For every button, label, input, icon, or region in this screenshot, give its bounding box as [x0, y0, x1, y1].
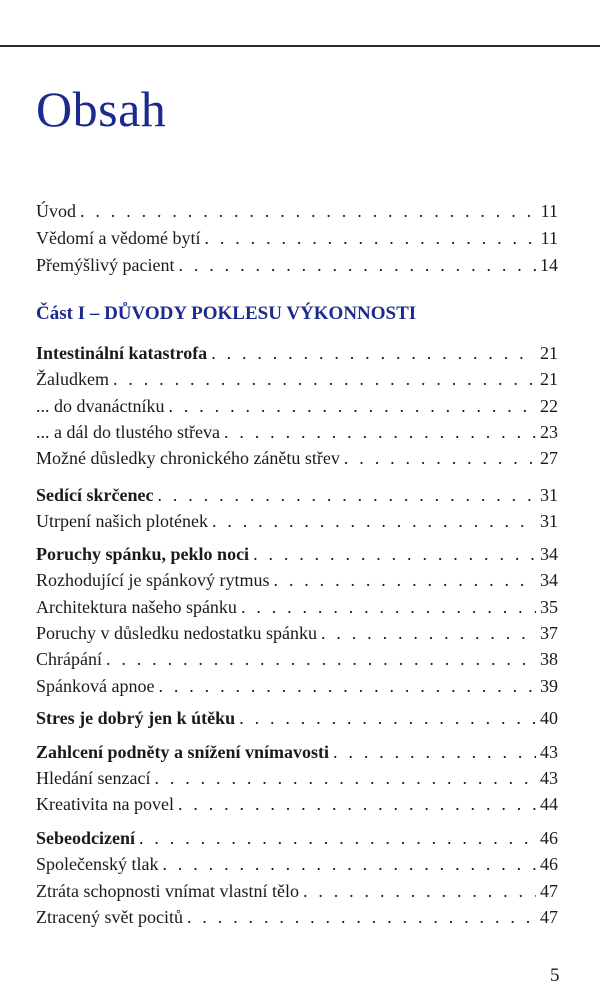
toc-entry-title: Žaludkem	[36, 369, 109, 389]
toc-entry-title: Vědomí a vědomé bytí	[36, 228, 201, 248]
toc-section-2[interactable]	[36, 482, 558, 508]
dot-leader	[241, 594, 536, 620]
toc-entry-page: 47	[540, 881, 558, 901]
toc-entry[interactable]	[36, 673, 558, 699]
dot-leader	[157, 482, 536, 508]
toc-entry-intro-1[interactable]	[36, 198, 558, 224]
toc-entry-title: Architektura našeho spánku	[36, 597, 237, 617]
toc-entry[interactable]	[36, 508, 558, 534]
toc-entry-title: Kreativita na povel	[36, 794, 174, 814]
dot-leader	[106, 646, 536, 672]
toc-entry-title: Možné důsledky chronického zánětu střev	[36, 448, 340, 468]
toc-section-1[interactable]	[36, 340, 558, 366]
toc-entry-intro-2[interactable]	[36, 225, 558, 251]
part-heading: Část I – DŮVODY POKLESU VÝKONNOSTI	[36, 303, 417, 324]
toc-section-3[interactable]	[36, 541, 558, 567]
toc-entry-page: 37	[540, 623, 558, 643]
dot-leader	[158, 673, 536, 699]
toc-entry[interactable]	[36, 878, 558, 904]
toc-entry-title: Poruchy v důsledku nedostatku spánku	[36, 623, 317, 643]
dot-leader	[187, 904, 536, 930]
toc-entry-page: 14	[540, 255, 558, 275]
dot-leader	[239, 705, 536, 731]
toc-entry-page: 34	[540, 544, 558, 564]
toc-entry-page: 40	[540, 708, 558, 728]
toc-entry-title: Společenský tlak	[36, 854, 159, 874]
dot-leader	[344, 445, 536, 471]
toc-entry-page: 43	[540, 742, 558, 762]
toc-entry-page: 47	[540, 907, 558, 927]
toc-section-6[interactable]	[36, 825, 558, 851]
toc-entry[interactable]	[36, 904, 558, 930]
toc-entry[interactable]	[36, 620, 558, 646]
toc-entry-title: Chrápání	[36, 649, 102, 669]
toc-entry-title: Rozhodující je spánkový rytmus	[36, 570, 270, 590]
dot-leader	[178, 252, 536, 278]
toc-section-title: Sebeodcizení	[36, 828, 135, 848]
toc-entry-page: 31	[540, 511, 558, 531]
toc-entry-title: Úvod	[36, 201, 76, 221]
toc-entry-page: 46	[540, 828, 558, 848]
toc-entry-page: 31	[540, 485, 558, 505]
page-title: Obsah	[36, 81, 167, 137]
toc-entry[interactable]	[36, 567, 558, 593]
toc-entry[interactable]	[36, 791, 558, 817]
toc-entry-page: 11	[540, 201, 558, 221]
toc-entry-page: 34	[540, 570, 558, 590]
dot-leader	[162, 851, 536, 877]
dot-leader	[224, 419, 536, 445]
toc-entry-page: 11	[540, 228, 558, 248]
toc-entry-title: Hledání senzací	[36, 768, 151, 788]
toc-entry[interactable]	[36, 419, 558, 445]
toc-section-5[interactable]	[36, 739, 558, 765]
toc-entry[interactable]	[36, 765, 558, 791]
toc-entry-title: ... do dvanáctníku	[36, 396, 165, 416]
toc-entry[interactable]	[36, 646, 558, 672]
toc-section-title: Poruchy spánku, peklo noci	[36, 544, 250, 564]
toc-entry-title: Utrpení našich plotének	[36, 511, 208, 531]
toc-entry-page: 39	[540, 676, 558, 696]
toc-entry-page: 21	[540, 343, 558, 363]
dot-leader	[303, 878, 536, 904]
toc-entry-title: Ztráta schopnosti vnímat vlastní tělo	[36, 881, 299, 901]
dot-leader	[204, 225, 536, 251]
dot-leader	[321, 620, 536, 646]
toc-entry-page: 35	[540, 597, 558, 617]
dot-leader	[80, 198, 537, 224]
dot-leader	[139, 825, 536, 851]
toc-entry[interactable]	[36, 393, 558, 419]
toc-entry-page: 22	[540, 396, 558, 416]
dot-leader	[113, 366, 536, 392]
toc-entry-title: Přemýšlivý pacient	[36, 255, 175, 275]
toc-entry[interactable]	[36, 594, 558, 620]
toc-section-4[interactable]	[36, 705, 558, 731]
top-rule	[0, 45, 600, 47]
toc-section-title: Zahlcení podněty a snížení vnímavosti	[36, 742, 330, 762]
toc-section-title: Sedící skrčenec	[36, 485, 154, 505]
toc-entry-page: 46	[540, 854, 558, 874]
dot-leader	[211, 340, 536, 366]
dot-leader	[333, 739, 536, 765]
toc-entry-page: 23	[540, 422, 558, 442]
toc-entry-title: Ztracený svět pocitů	[36, 907, 183, 927]
dot-leader	[154, 765, 536, 791]
toc-entry-page: 21	[540, 369, 558, 389]
toc-entry-page: 44	[540, 794, 558, 814]
toc-section-title: Stres je dobrý jen k útěku	[36, 708, 236, 728]
toc-section-title: Intestinální katastrofa	[36, 343, 208, 363]
dot-leader	[273, 567, 536, 593]
toc-entry-page: 43	[540, 768, 558, 788]
dot-leader	[168, 393, 536, 419]
toc-entry[interactable]	[36, 445, 558, 471]
toc-entry-intro-3[interactable]	[36, 252, 558, 278]
toc-entry-page: 38	[540, 649, 558, 669]
page-number: 5	[550, 965, 560, 986]
toc-entry[interactable]	[36, 366, 558, 392]
toc-entry-title: ... a dál do tlustého střeva	[36, 422, 220, 442]
dot-leader	[212, 508, 536, 534]
dot-leader	[253, 541, 536, 567]
toc-entry[interactable]	[36, 851, 558, 877]
toc-entry-title: Spánková apnoe	[36, 676, 155, 696]
toc-entry-page: 27	[540, 448, 558, 468]
dot-leader	[178, 791, 536, 817]
